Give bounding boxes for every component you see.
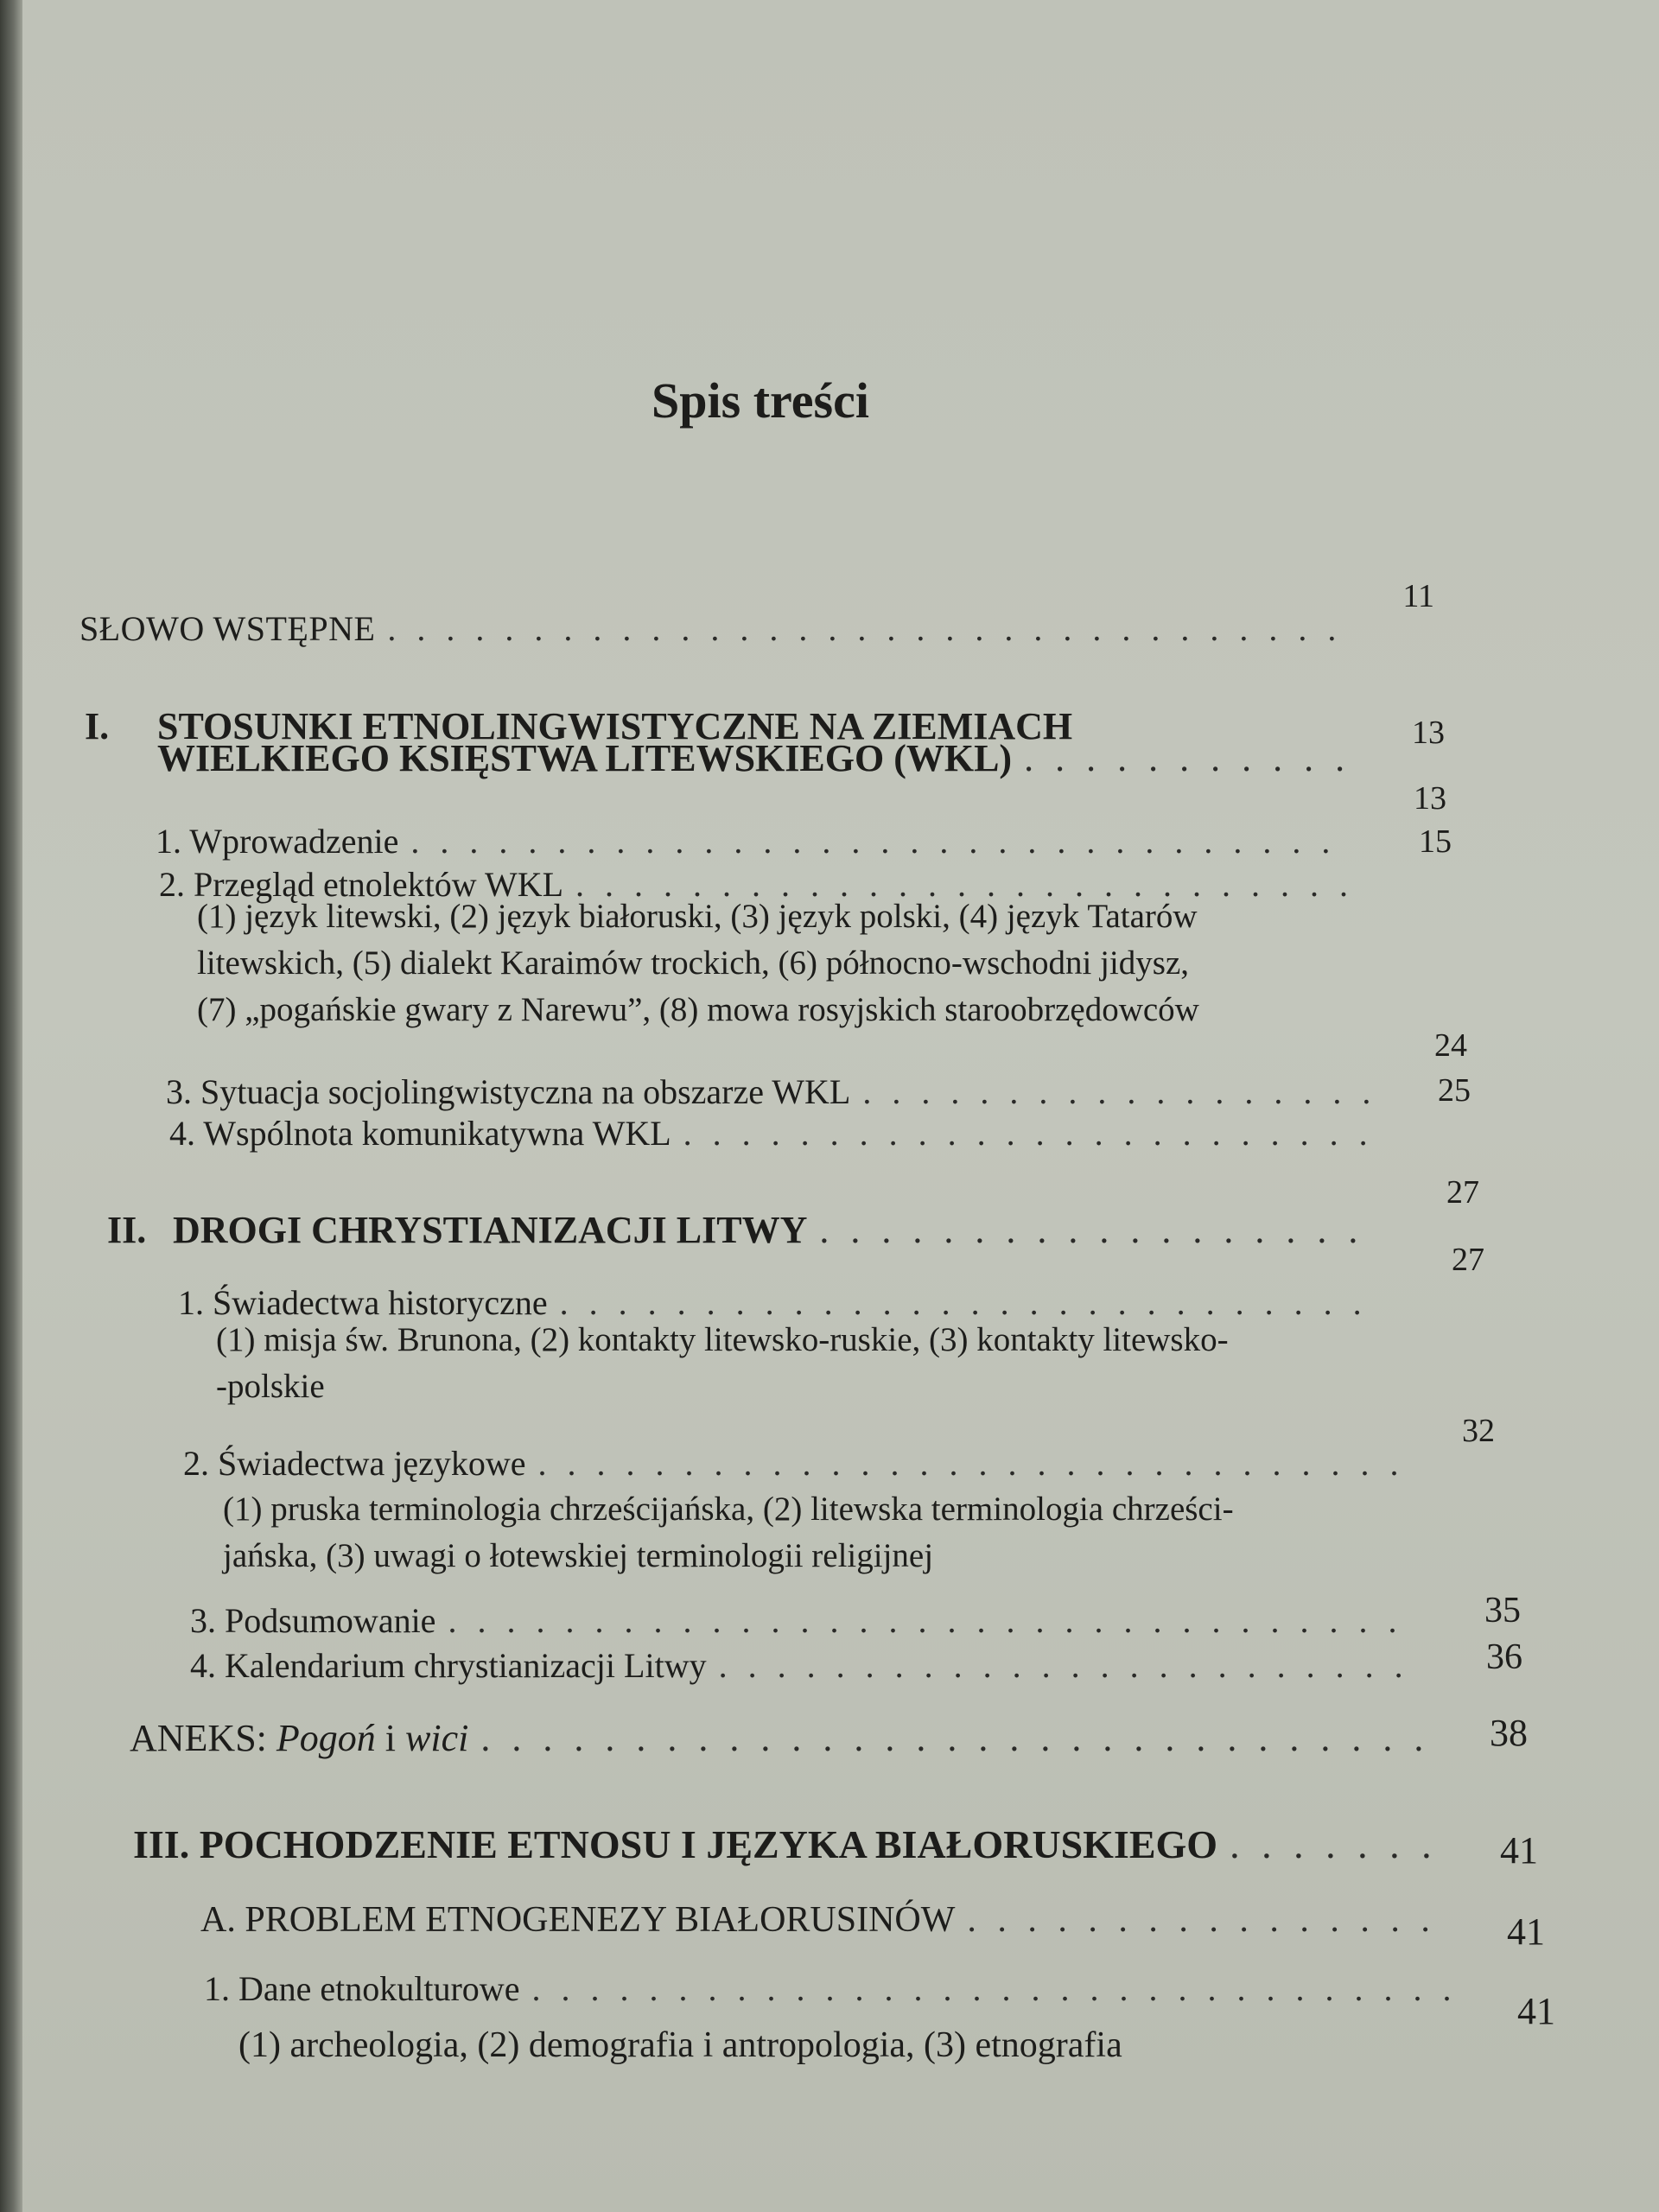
chapter-title: III. POCHODZENIE ETNOSU I JĘZYKA BIAŁORUSKIEGO [133,1822,1218,1866]
toc-label: 1. Dane etnokulturowe [204,1969,520,2008]
toc-entry-wspolnota [169,1113,1388,1154]
toc-label: 1. Świadectwa historyczne [178,1283,548,1322]
page-number: 41 [1517,1990,1555,2032]
chapter-title: DROGI CHRYSTIANIZACJI LITWY [173,1209,808,1251]
page-number: 25 [1438,1072,1471,1109]
page-number: 27 [1452,1242,1484,1278]
aneks-prefix: ANEKS: [130,1717,276,1759]
chapter-heading-1-line-2 [157,736,1358,780]
page-number: 41 [1500,1829,1538,1872]
toc-label: A. PROBLEM ETNOGENEZY BIAŁORUSINÓW [200,1900,956,1940]
aneks-mid: i [375,1717,406,1759]
toc-entry-slowo-wstepne [79,608,1350,649]
toc-label: 1. Wprowadzenie [156,822,399,861]
book-spine-shadow [0,0,22,2212]
page-number: 11 [1402,578,1434,614]
chapter-heading-2 [107,1208,1386,1252]
dot-leader [862,1071,1372,1112]
toc-label: 3. Sytuacja socjolingwistyczna na obszarze WKL [166,1072,851,1111]
toc-entry-problem-etnogenezy [200,1899,1453,1941]
description-line: (1) język litewski, (2) język białoruski, (3) język polski, (4) język Tatarów [197,898,1198,935]
toc-description [197,893,1320,1033]
dot-leader [531,1968,1462,2009]
description-line: litewskich, (5) dialekt Karaimów trockich, (6) północno-wschodni jidysz, [197,944,1190,982]
toc-label: 4. Wspólnota komunikatywna WKL [169,1114,671,1153]
dot-leader [967,1899,1441,1941]
dot-leader [480,1716,1422,1760]
page-title: Spis treści [652,372,869,429]
toc-label: 3. Podsumowanie [190,1601,436,1640]
toc-label [130,1716,468,1760]
dot-leader [387,608,1338,649]
chapter-heading-3 [133,1821,1446,1867]
description-line: (1) misja św. Brunona, (2) kontakty litewsko-ruskie, (3) kontakty litewsko- [216,1321,1229,1358]
aneks-italic-pogon: Pogoń [276,1717,376,1759]
toc-entry-dane-etnokulturowe [204,1968,1474,2009]
page-number: 15 [1419,823,1452,860]
toc-entry-kalendarium [190,1645,1426,1686]
toc-label: SŁOWO WSTĘPNE [79,609,376,648]
toc-entry-swiadectwa-jezykowe [183,1443,1410,1484]
dot-leader [538,1443,1398,1484]
page-number: 32 [1462,1413,1495,1449]
description-line: (1) archeologia, (2) demografia i antropologia, (3) etnografia [238,2025,1122,2065]
toc-description [223,1486,1346,1580]
dot-leader [410,821,1353,861]
toc-entry-sytuacja [166,1071,1384,1112]
page-number: 27 [1446,1174,1479,1211]
aneks-italic-wici: wici [405,1717,469,1759]
description-line: -polskie [216,1368,325,1405]
dot-leader [719,1645,1414,1686]
toc-entry-podsumowanie [190,1600,1426,1641]
description-line: (7) „pogańskie gwary z Narewu”, (8) mowa rosyjskich staroobrzędowców [197,991,1199,1028]
chapter-title-line-1: STOSUNKI ETNOLINGWISTYCZNE NA ZIEMIACH [157,705,1073,747]
page-number: 24 [1434,1027,1467,1064]
page-number: 41 [1507,1910,1545,1953]
page-number: 38 [1490,1712,1528,1754]
dot-leader [819,1208,1374,1252]
dot-leader [448,1600,1414,1641]
toc-entry-wprowadzenie [156,821,1365,861]
page-number: 13 [1414,780,1446,817]
chapter-number: I. [85,705,110,747]
toc-label: 4. Kalendarium chrystianizacji Litwy [190,1646,707,1685]
toc-description [238,2022,1362,2069]
toc-description [216,1317,1339,1410]
chapter-title-line-2: WIELKIEGO KSIĘSTWA LITEWSKIEGO (WKL) [157,737,1013,779]
toc-label: 2. Świadectwa językowe [183,1444,526,1483]
dot-leader [683,1113,1376,1154]
page-number: 13 [1412,715,1445,751]
description-line: (1) pruska terminologia chrześcijańska, (2) litewska terminologia chrześci- [223,1491,1234,1528]
description-line: jańska, (3) uwagi o łotewskiej terminologii religijnej [223,1537,934,1574]
page-number: 36 [1486,1637,1522,1677]
dot-leader [1024,736,1346,780]
toc-label: 2. Przegląd etnolektów WKL [159,865,564,904]
page-number: 35 [1484,1591,1521,1630]
chapter-number: II. [107,1209,147,1251]
toc-entry-aneks [130,1716,1434,1760]
dot-leader [1230,1821,1434,1867]
